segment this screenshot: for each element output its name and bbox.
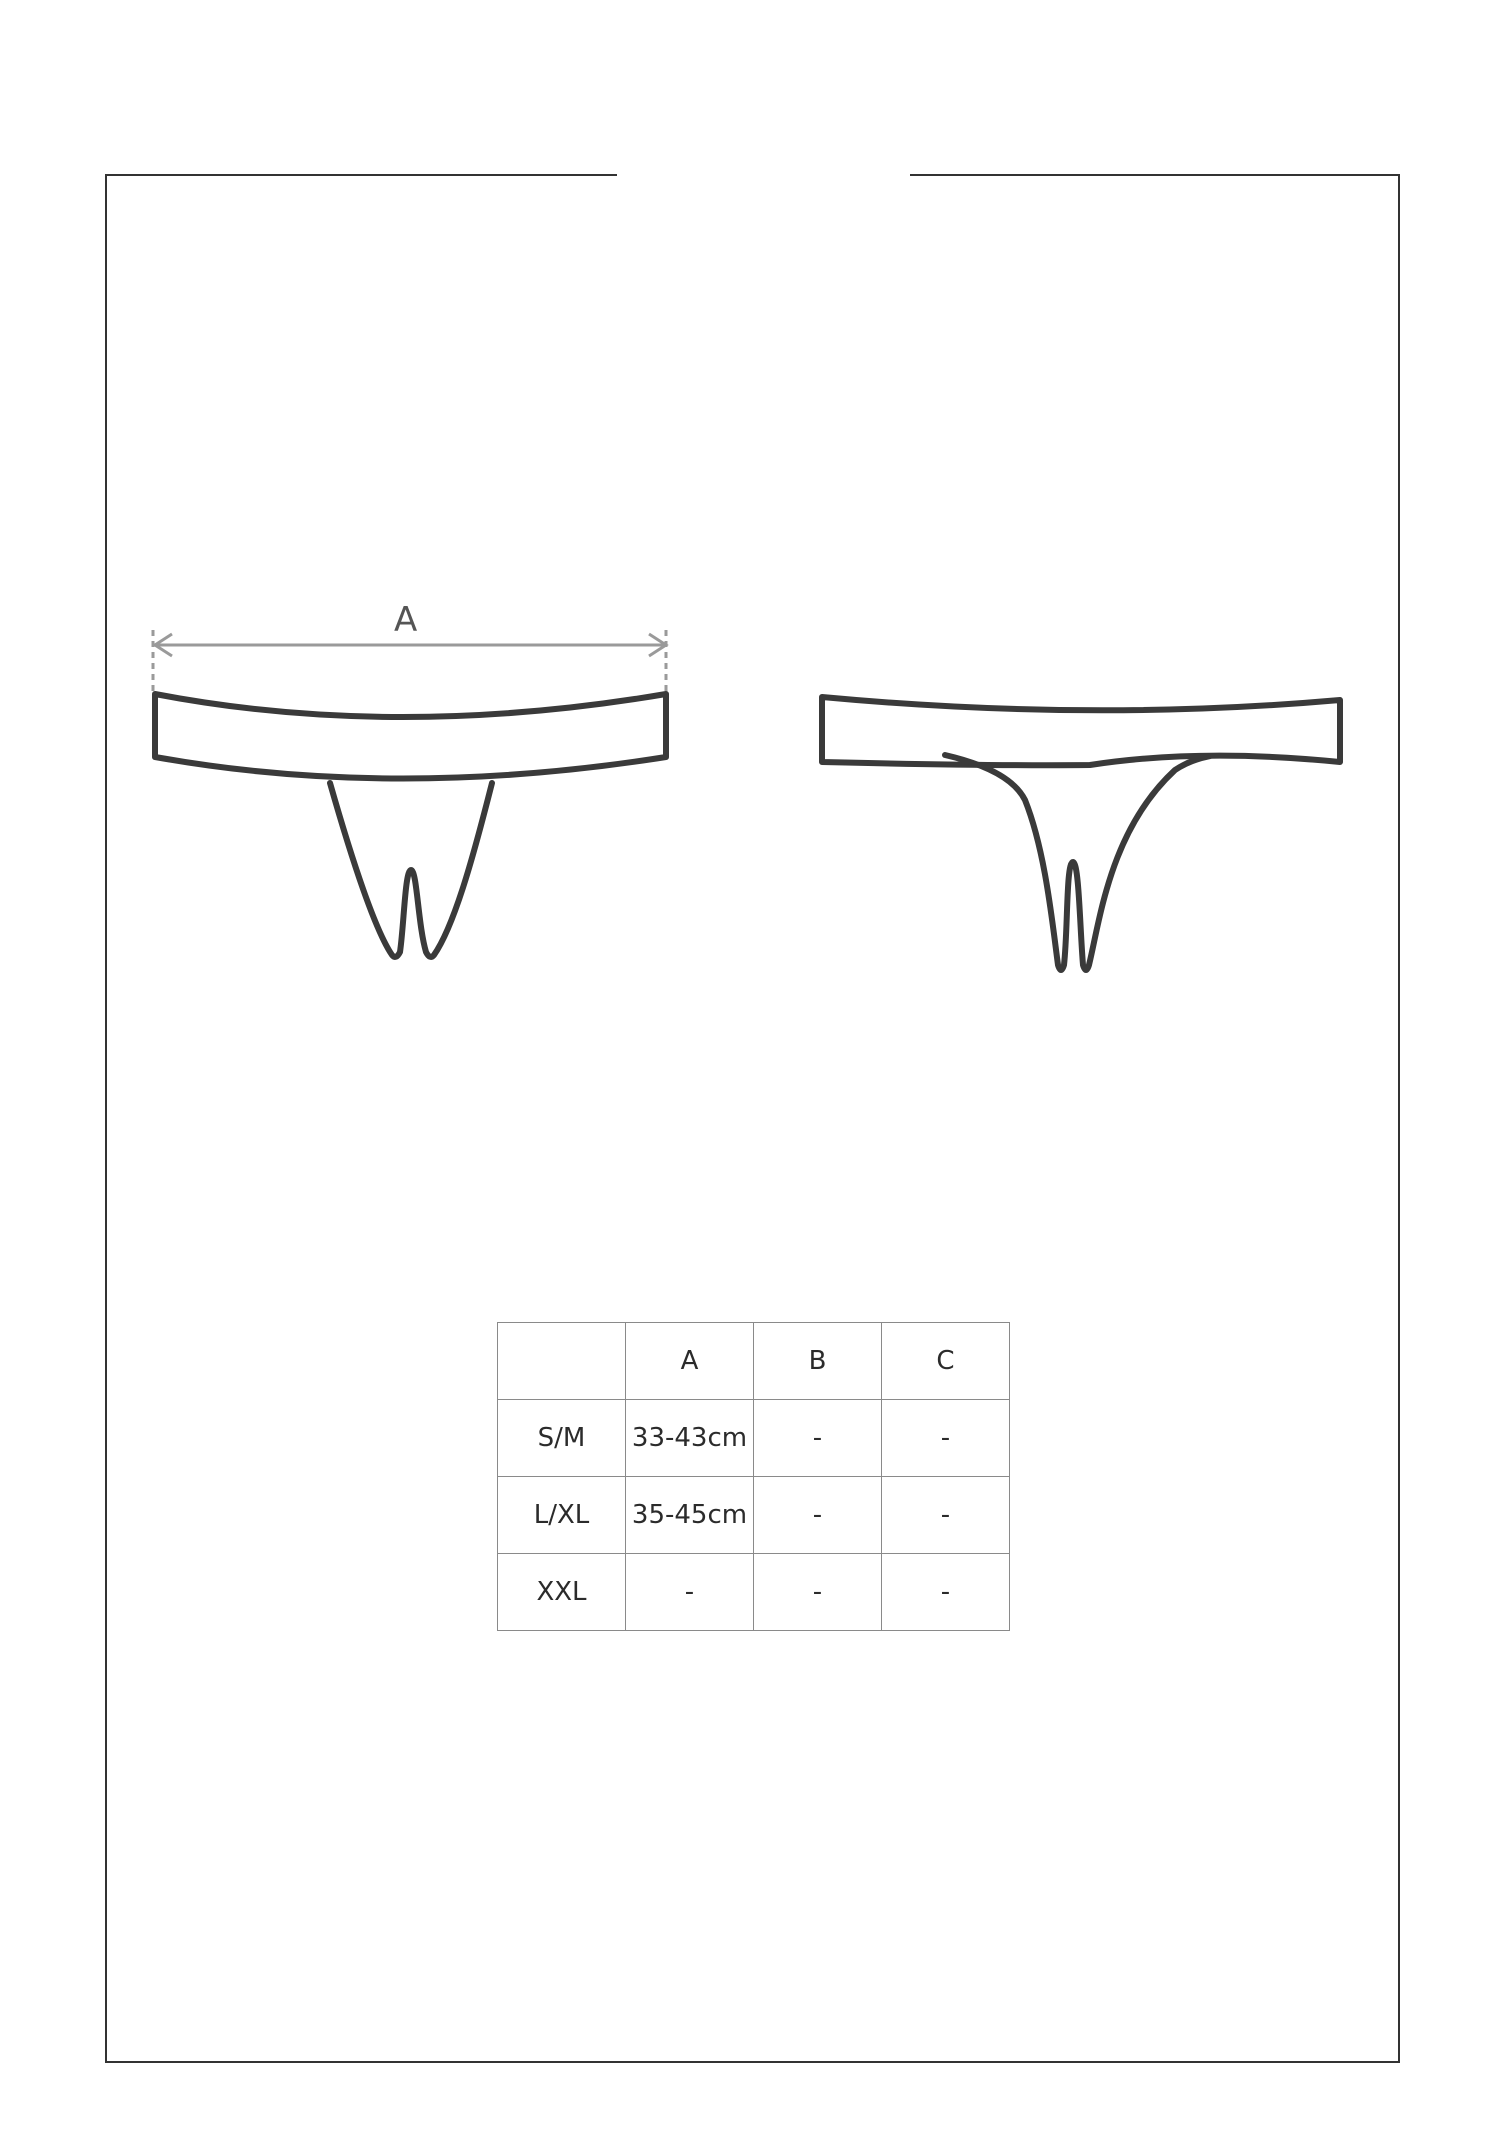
table-row: [498, 1554, 1010, 1631]
size-label: XXL: [498, 1554, 626, 1631]
table-cell: -: [754, 1477, 882, 1554]
table-header-cell: C: [882, 1323, 1010, 1400]
table-header-row: [498, 1323, 1010, 1400]
table-cell: -: [882, 1477, 1010, 1554]
front-view-garment: [155, 694, 666, 957]
table-header-cell: B: [754, 1323, 882, 1400]
size-label: S/M: [498, 1400, 626, 1477]
table-cell: 35-45cm: [626, 1477, 754, 1554]
size-label: L/XL: [498, 1477, 626, 1554]
table-row: [498, 1477, 1010, 1554]
table-header-cell: [498, 1323, 626, 1400]
table-cell: 33-43cm: [626, 1400, 754, 1477]
table-cell: -: [882, 1554, 1010, 1631]
table-cell: -: [882, 1400, 1010, 1477]
table-header-cell: A: [626, 1323, 754, 1400]
back-view-garment: [822, 697, 1340, 970]
table-cell: -: [754, 1554, 882, 1631]
table-cell: -: [754, 1400, 882, 1477]
table-cell: -: [626, 1554, 754, 1631]
size-table: [497, 1322, 1010, 1631]
table-row: [498, 1400, 1010, 1477]
dimension-a-label: A: [394, 600, 418, 640]
